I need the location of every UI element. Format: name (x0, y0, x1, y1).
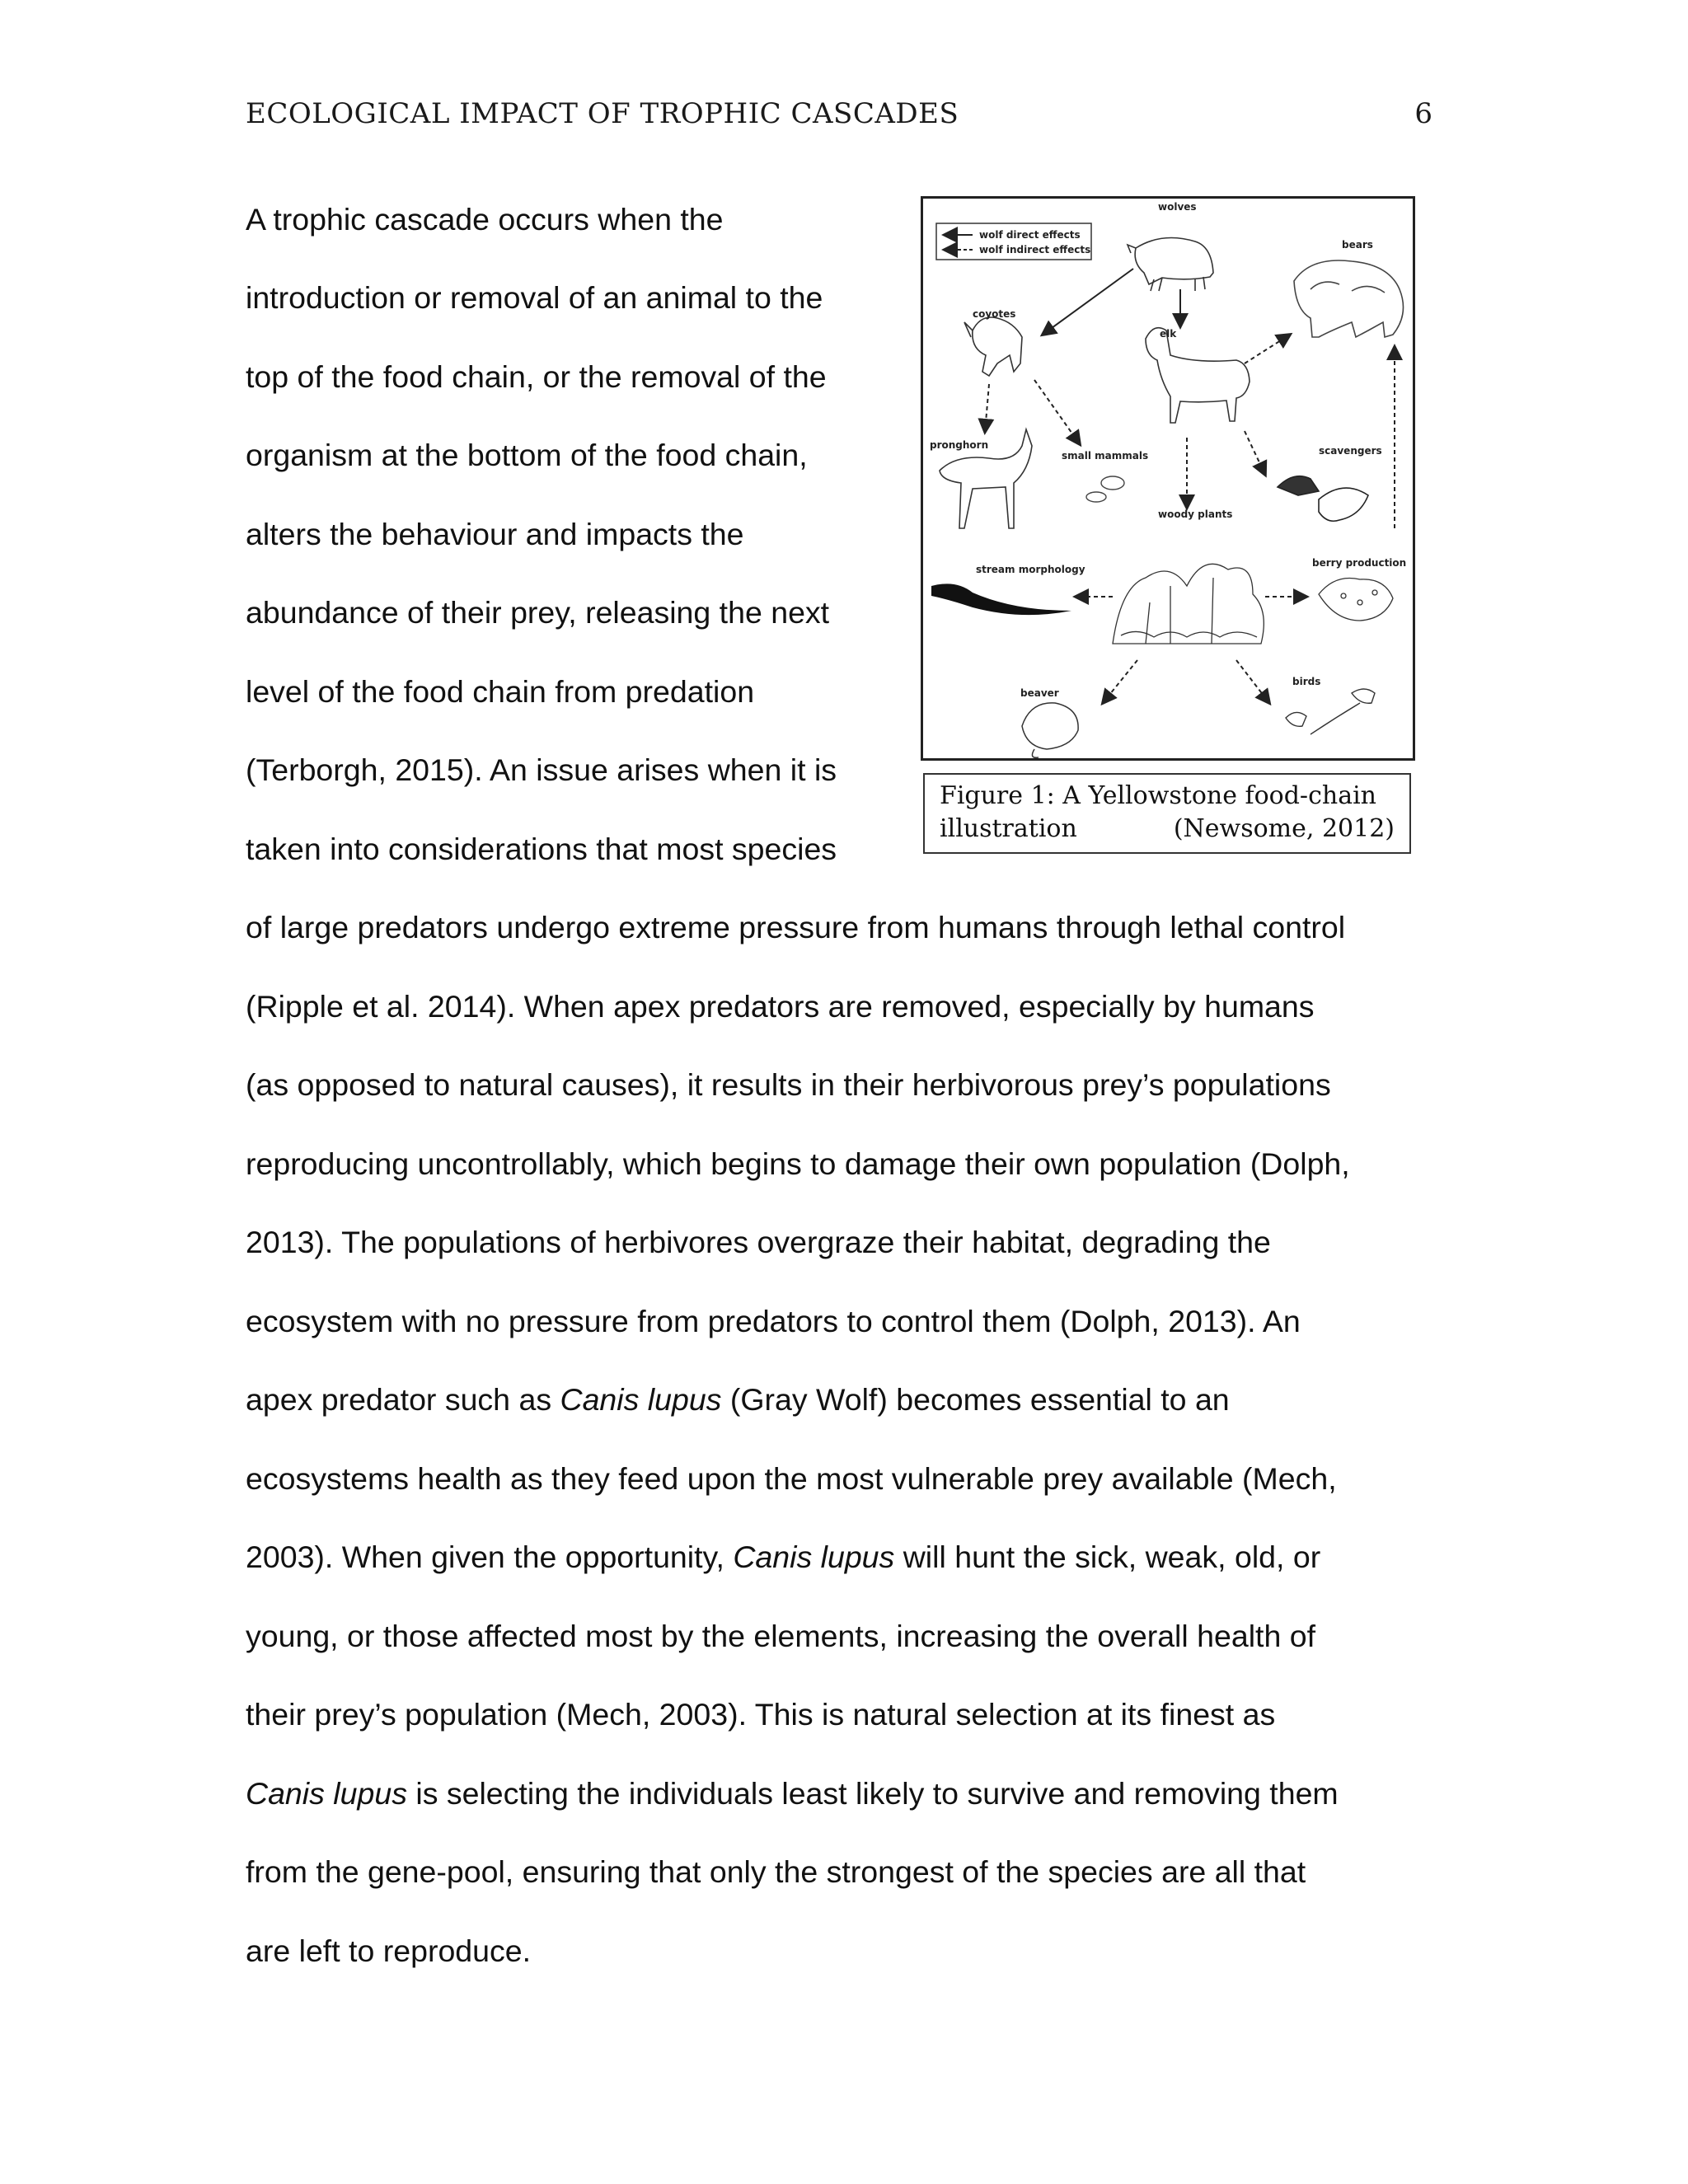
body-line (246, 1776, 1339, 1811)
label-birds: birds (1292, 676, 1321, 687)
woody-plants-drawing (1113, 564, 1264, 644)
page-number: 6 (1414, 97, 1432, 130)
body-line: organism at the bottom of the food chain, (246, 438, 808, 472)
body-line: their prey’s population (Mech, 2003). This is natural selection at its finest as (246, 1697, 1276, 1732)
bear-drawing (1294, 260, 1404, 337)
food-chain-figure (921, 196, 1415, 761)
species-name: Canis lupus (733, 1540, 895, 1574)
body-line: (as opposed to natural causes), it results in their herbivorous prey’s populations (246, 1067, 1331, 1102)
label-beaver: beaver (1020, 687, 1059, 699)
body-line: 2013). The populations of herbivores overgraze their habitat, degrading the (246, 1225, 1271, 1259)
label-scavengers: scavengers (1319, 445, 1382, 457)
coyote-drawing (964, 317, 1022, 376)
body-line: from the gene-pool, ensuring that only the strongest of the species are all that (246, 1854, 1306, 1889)
running-head: ECOLOGICAL IMPACT OF TROPHIC CASCADES (246, 97, 959, 130)
body-line: level of the food chain from predation (246, 674, 755, 709)
label-small-mammals: small mammals (1062, 450, 1149, 462)
caption-line-2 (940, 813, 1395, 846)
body-line: are left to reproduce. (246, 1933, 532, 1968)
body-line (246, 1382, 1230, 1418)
small-mammals-drawing (1086, 476, 1124, 502)
body-line (246, 1540, 1320, 1575)
body-line: introduction or removal of an animal to the (246, 280, 823, 315)
text-run: is selecting the individuals least likely to survive and removing them (406, 1776, 1339, 1811)
text-run: (Gray Wolf) becomes essential to an (721, 1382, 1230, 1417)
species-name: Canis lupus (246, 1776, 407, 1811)
figure-caption (923, 773, 1411, 854)
berry-drawing (1319, 578, 1393, 621)
figure-legend (936, 223, 1091, 260)
wolf-drawing (1128, 238, 1213, 292)
label-wolves: wolves (1158, 201, 1197, 213)
body-line: young, or those affected most by the elements, increasing the overall health of (246, 1619, 1315, 1653)
text-run: 2003). When given the opportunity, (246, 1540, 734, 1574)
body-line: ecosystem with no pressure from predators to control them (Dolph, 2013). An (246, 1304, 1301, 1338)
label-stream-morphology: stream morphology (976, 564, 1085, 575)
label-pronghorn: pronghorn (930, 439, 989, 451)
beaver-drawing (1022, 703, 1078, 757)
body-line: (Ripple et al. 2014). When apex predators are removed, especially by humans (246, 989, 1315, 1024)
birds-drawing (1286, 689, 1375, 734)
body-line: abundance of their prey, releasing the next (246, 595, 830, 630)
legend-indirect: wolf indirect effects (979, 244, 1091, 255)
body-line: top of the food chain, or the removal of the (246, 359, 827, 394)
legend-direct: wolf direct effects (979, 229, 1081, 241)
food-chain-illustration (923, 199, 1413, 758)
species-name: Canis lupus (560, 1382, 722, 1417)
caption-text: illustration (940, 814, 1077, 843)
stream-drawing (931, 583, 1071, 615)
body-line: reproducing uncontrollably, which begins to damage their own population (Dolph, (246, 1146, 1350, 1181)
text-run: apex predator such as (246, 1382, 560, 1417)
label-elk: elk (1160, 328, 1177, 340)
body-line: taken into considerations that most species (246, 832, 837, 866)
label-bears: bears (1342, 239, 1373, 251)
label-coyotes: coyotes (973, 308, 1016, 320)
label-woody-plants: woody plants (1158, 509, 1233, 520)
scavengers-drawing (1278, 476, 1368, 522)
elk-drawing (1146, 328, 1250, 423)
text-run: will hunt the sick, weak, old, or (894, 1540, 1321, 1574)
body-line: (Terborgh, 2015). An issue arises when it is (246, 752, 837, 787)
body-line: ecosystems health as they feed upon the most vulnerable prey available (Mech, (246, 1461, 1337, 1496)
caption-line-1: Figure 1: A Yellowstone food-chain (940, 781, 1376, 810)
caption-citation: (Newsome, 2012) (1173, 814, 1395, 843)
body-line: of large predators undergo extreme pressure from humans through lethal control (246, 910, 1346, 944)
label-berry-production: berry production (1312, 557, 1407, 569)
body-line: A trophic cascade occurs when the (246, 202, 724, 237)
body-line: alters the behaviour and impacts the (246, 517, 744, 551)
